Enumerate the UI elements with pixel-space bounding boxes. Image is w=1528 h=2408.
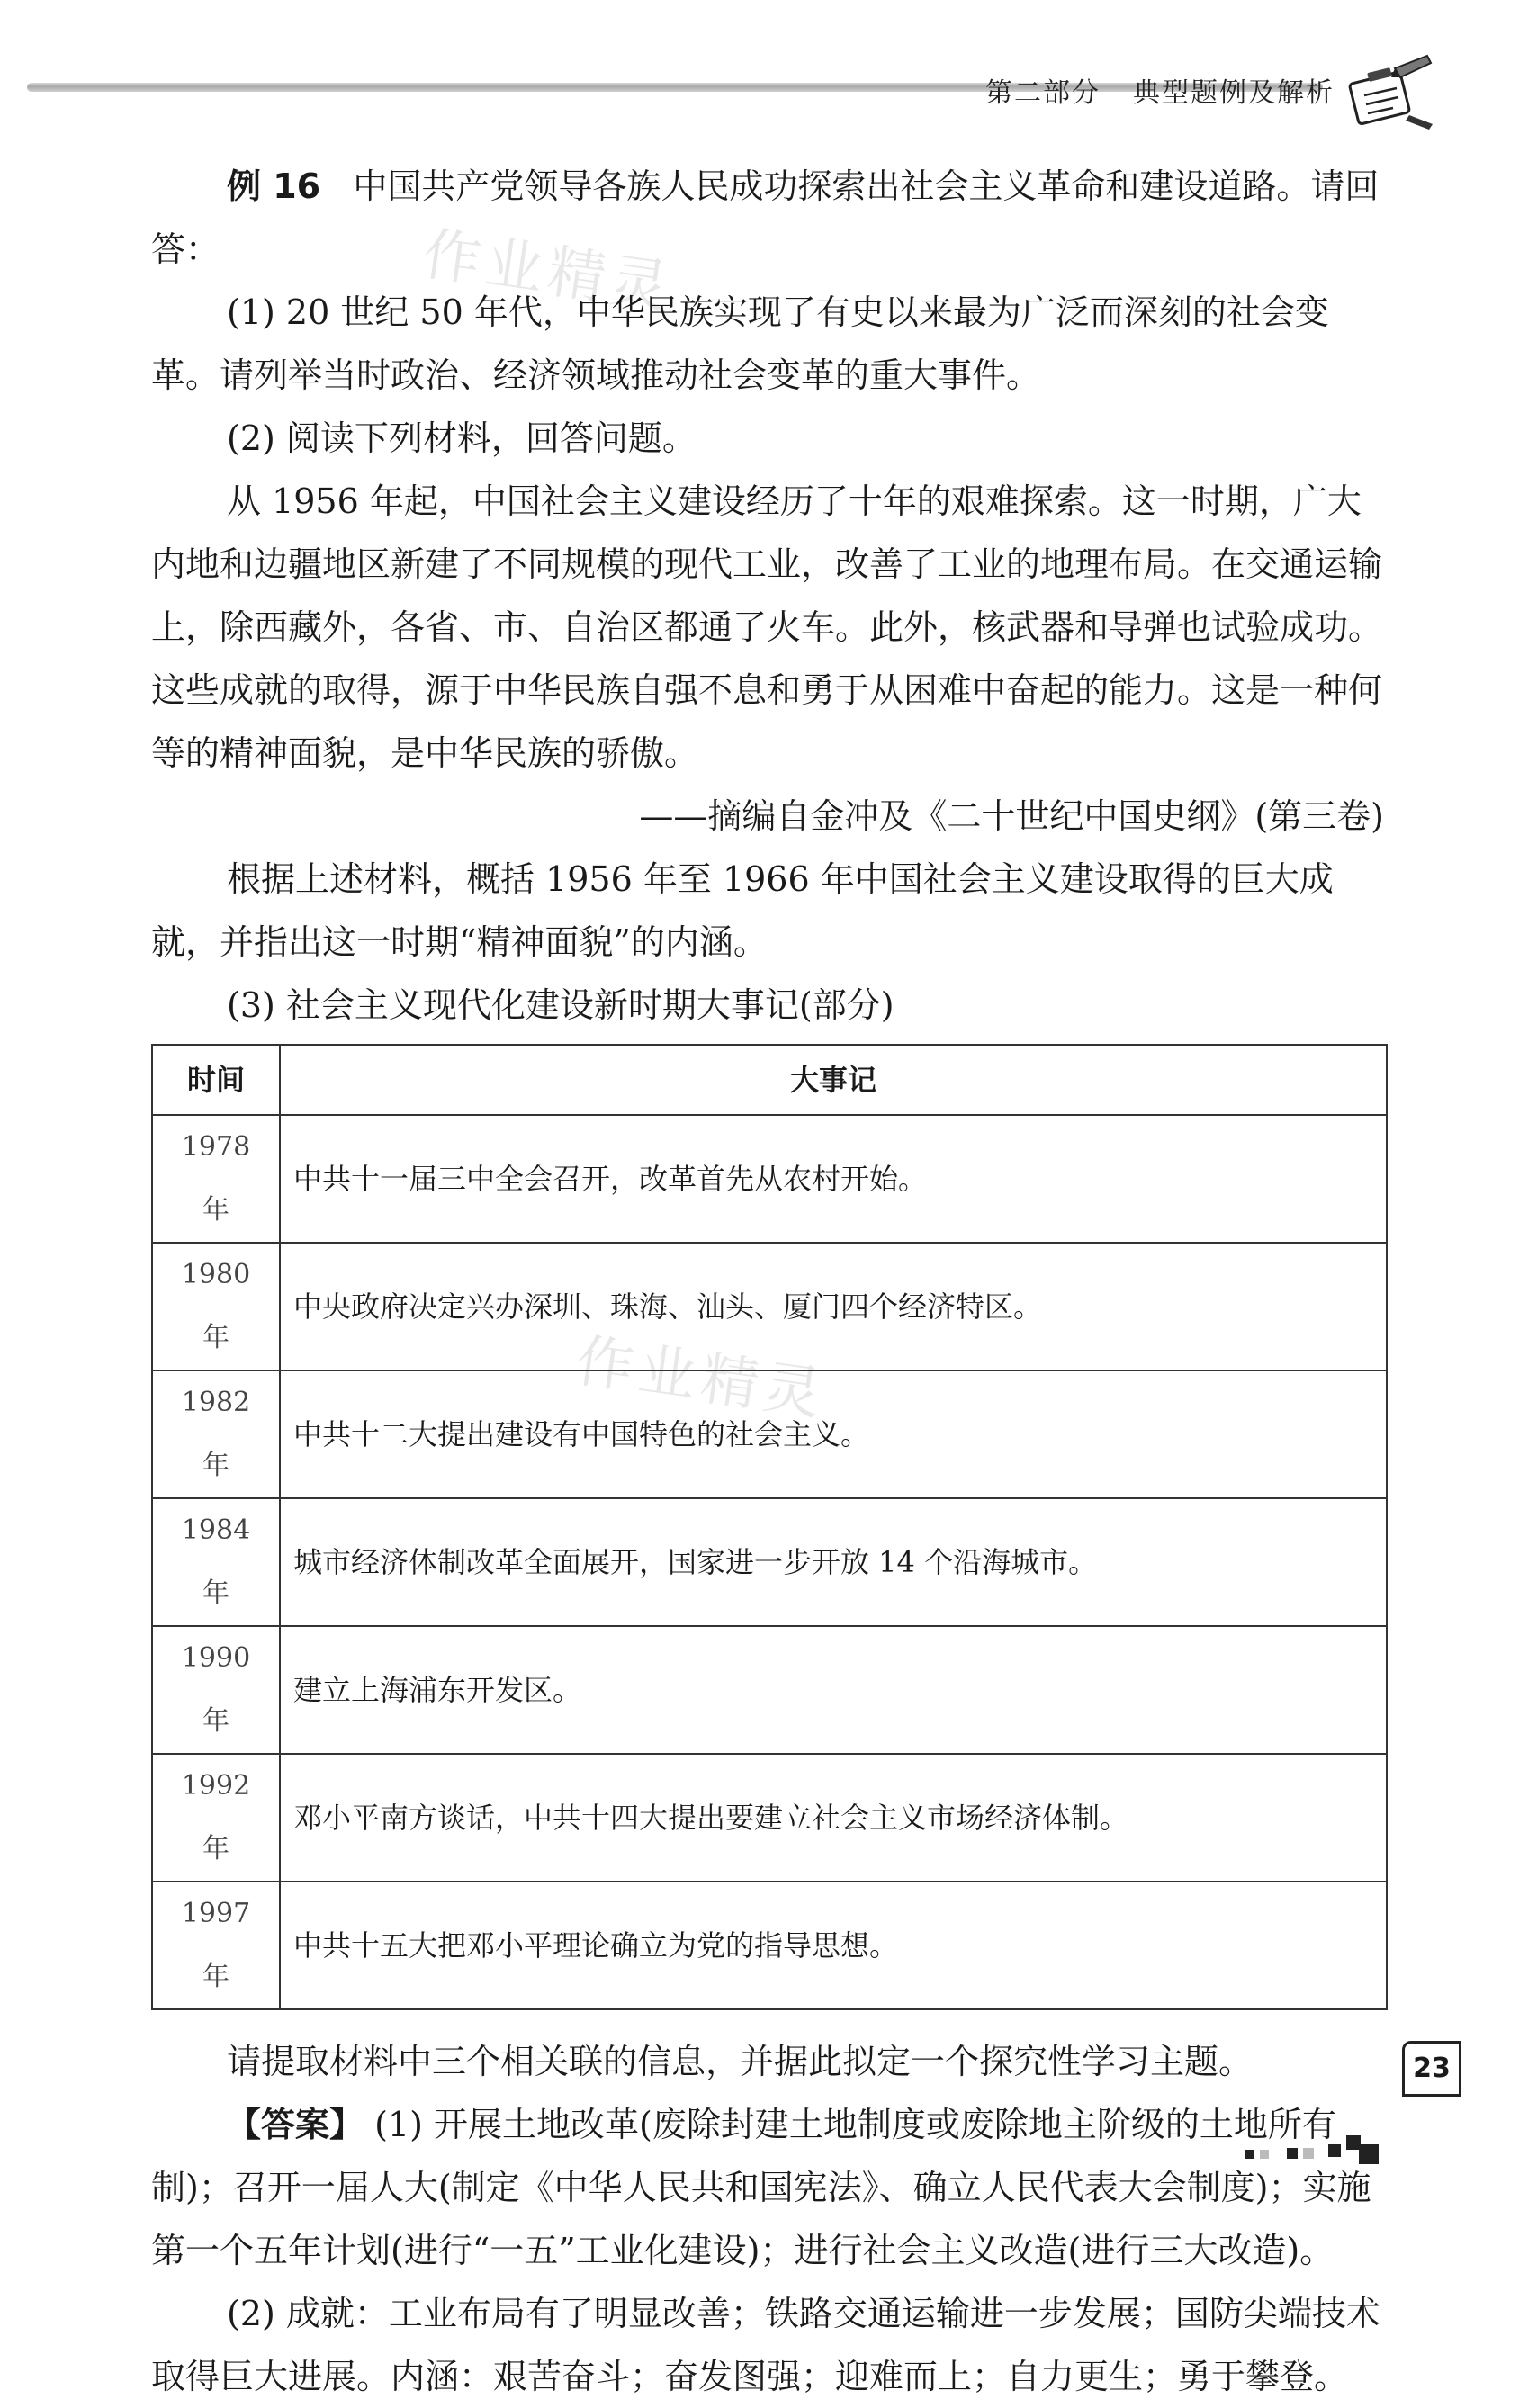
table-cell-year: 1982 年 [152, 1370, 280, 1498]
table-cell-event: 城市经济体制改革全面展开，国家进一步开放 14 个沿海城市。 [280, 1498, 1387, 1626]
table-cell-year: 1978 年 [152, 1115, 280, 1243]
table-cell-year: 1992 年 [152, 1754, 280, 1882]
table-cell-event: 中共十五大把邓小平理论确立为党的指导思想。 [280, 1882, 1387, 2009]
table-cell-year: 1990 年 [152, 1626, 280, 1754]
table-cell-year: 1997 年 [152, 1882, 280, 2009]
material-source: ——摘编自金冲及《二十世纪中国史纲》(第三卷) [639, 796, 1384, 836]
table-cell-year: 1980 年 [152, 1243, 280, 1370]
table-row [152, 1243, 1387, 1370]
question-1: (1) 20 世纪 50 年代，中华民族实现了有史以来最为广泛而深刻的社会变革。请列举当时政治、经济领域推动社会变革的重大事件。 [151, 292, 1329, 395]
question-2-prompt: (2) 阅读下列材料，回答问题。 [227, 418, 697, 458]
table-cell-year: 1984 年 [152, 1498, 280, 1626]
events-table [151, 1044, 1388, 2010]
question-3-title: (3) 社会主义现代化建设新时期大事记(部分) [227, 985, 894, 1025]
page-content [151, 155, 1384, 2408]
watermark: 作业精灵 [571, 1327, 831, 1430]
table-row [152, 1754, 1387, 1882]
table-row [152, 1882, 1387, 2009]
table-row [152, 1370, 1387, 1498]
answer-1-text: (1) 开展土地改革(废除封建土地制度或废除地主阶级的土地所有制)；召开一届人大(制定《中华人民共和国宪法》、确立人民代表大会制度)；实施第一个五年计划(进行“一五”工业化建设)；进行社会主义改造(进行三大改造)。 [151, 2105, 1371, 2270]
question-2-task: 根据上述材料，概括 1956 年至 1966 年中国社会主义建设取得的巨大成就，并指出这一时期“精神面貌”的内涵。 [151, 859, 1334, 962]
table-header-events: 大事记 [280, 1045, 1387, 1115]
source-material: 从 1956 年起，中国社会主义建设经历了十年的艰难探索。这一时期，广大内地和边疆地区新建了不同规模的现代工业，改善了工业的地理布局。在交通运输上，除西藏外，各省、市、自治区都通了火车。此外，核武器和导弹也试验成功。这些成就的取得，源于中华民族自强不息和勇于从困难中奋起的能力。这是一种何等的精神面貌，是中华民族的骄傲。 [151, 481, 1383, 773]
header-part: 第二部分 [985, 77, 1101, 109]
table-row [152, 1115, 1387, 1243]
answer-2: (2) 成就：工业布局有了明显改善；铁路交通运输进一步发展；国防尖端技术取得巨大进展。内涵：艰苦奋斗；奋发图强；迎难而上；自力更生；勇于攀登。 [151, 2294, 1380, 2396]
clipboard-pencil-icon [1341, 50, 1440, 131]
table-row [152, 1626, 1387, 1754]
decorative-squares-icon [1242, 2128, 1422, 2164]
running-header [985, 70, 1335, 110]
table-cell-event: 中共十一届三中全会召开，改革首先从农村开始。 [280, 1115, 1387, 1243]
table-header-row [152, 1045, 1387, 1115]
table-cell-event: 建立上海浦东开发区。 [280, 1626, 1387, 1754]
example-label: 例 16 [227, 166, 321, 206]
page-number: 23 [1402, 2041, 1461, 2097]
question-3-task: 请提取材料中三个相关联的信息，并据此拟定一个探究性学习主题。 [227, 2042, 1254, 2081]
table-row [152, 1498, 1387, 1626]
answer-label: 【答案】 [227, 2105, 364, 2144]
table-cell-event: 中共十二大提出建设有中国特色的社会主义。 [280, 1370, 1387, 1498]
table-cell-event: 邓小平南方谈话，中共十四大提出要建立社会主义市场经济体制。 [280, 1754, 1387, 1882]
question-intro-text: 中国共产党领导各族人民成功探索出社会主义革命和建设道路。请回答： [151, 166, 1380, 269]
question-intro [151, 155, 1384, 281]
answer-1 [151, 2093, 1384, 2282]
watermark: 作业精灵 [418, 220, 678, 323]
table-cell-event: 中央政府决定兴办深圳、珠海、汕头、厦门四个经济特区。 [280, 1243, 1387, 1370]
table-header-time: 时间 [152, 1045, 280, 1115]
header-section: 典型题例及解析 [1133, 77, 1335, 109]
